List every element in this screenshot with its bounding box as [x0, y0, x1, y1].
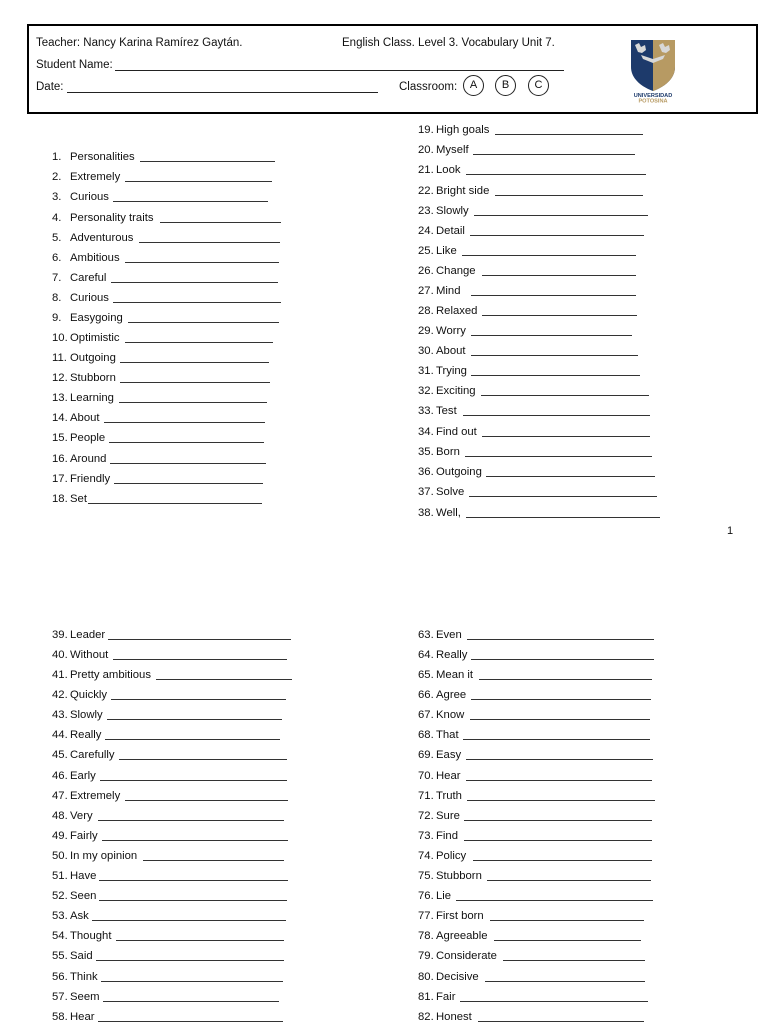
- item-number: 66.: [418, 689, 434, 701]
- item-number: 80.: [418, 971, 434, 983]
- answer-blank[interactable]: [156, 679, 292, 680]
- answer-blank[interactable]: [479, 679, 652, 680]
- item-word: Really: [436, 649, 468, 661]
- item-number: 78.: [418, 930, 434, 942]
- answer-blank[interactable]: [99, 900, 287, 901]
- item-word: Careful: [70, 272, 107, 284]
- answer-blank[interactable]: [125, 800, 288, 801]
- item-number: 22.: [418, 185, 434, 197]
- answer-blank[interactable]: [466, 759, 653, 760]
- item-word: Exciting: [436, 385, 476, 397]
- item-word: Think: [70, 971, 98, 983]
- classroom-option-c[interactable]: C: [528, 75, 549, 96]
- item-word: Find: [436, 830, 458, 842]
- item-word: Easygoing: [70, 312, 123, 324]
- item-number: 68.: [418, 729, 434, 741]
- item-word: Ambitious: [70, 252, 120, 264]
- item-word: Policy: [436, 850, 467, 862]
- item-number: 82.: [418, 1011, 434, 1023]
- item-number: 26.: [418, 265, 434, 277]
- answer-blank[interactable]: [465, 456, 652, 457]
- item-word: Adventurous: [70, 232, 134, 244]
- answer-blank[interactable]: [103, 1001, 279, 1002]
- answer-blank[interactable]: [125, 262, 279, 263]
- item-word: Relaxed: [436, 305, 478, 317]
- item-number: 63.: [418, 629, 434, 641]
- item-word: Sure: [436, 810, 460, 822]
- answer-blank[interactable]: [107, 719, 282, 720]
- answer-blank[interactable]: [469, 496, 657, 497]
- answer-blank[interactable]: [482, 436, 650, 437]
- answer-blank[interactable]: [495, 134, 643, 135]
- item-word: Thought: [70, 930, 112, 942]
- item-word: Around: [70, 453, 107, 465]
- item-number: 39.: [52, 629, 68, 641]
- item-word: About: [436, 345, 466, 357]
- answer-blank[interactable]: [140, 161, 275, 162]
- item-number: 81.: [418, 991, 434, 1003]
- answer-blank[interactable]: [119, 402, 267, 403]
- answer-blank[interactable]: [471, 659, 654, 660]
- item-number: 47.: [52, 790, 68, 802]
- answer-blank[interactable]: [486, 476, 655, 477]
- item-word: Agreeable: [436, 930, 488, 942]
- item-number: 38.: [418, 507, 434, 519]
- item-number: 23.: [418, 205, 434, 217]
- answer-blank[interactable]: [471, 699, 651, 700]
- item-number: 15.: [52, 432, 68, 444]
- item-number: 71.: [418, 790, 434, 802]
- item-word: People: [70, 432, 106, 444]
- university-crest-logo: [626, 37, 680, 103]
- item-number: 42.: [52, 689, 68, 701]
- item-number: 5.: [52, 232, 62, 244]
- answer-blank[interactable]: [101, 981, 283, 982]
- student-name-line[interactable]: [115, 70, 564, 71]
- answer-blank[interactable]: [466, 517, 660, 518]
- answer-blank[interactable]: [464, 840, 652, 841]
- item-number: 28.: [418, 305, 434, 317]
- answer-blank[interactable]: [487, 880, 651, 881]
- answer-blank[interactable]: [110, 463, 266, 464]
- item-number: 41.: [52, 669, 68, 681]
- answer-blank[interactable]: [460, 1001, 648, 1002]
- item-word: Pretty ambitious: [70, 669, 151, 681]
- answer-blank[interactable]: [111, 282, 278, 283]
- item-number: 67.: [418, 709, 434, 721]
- item-word: Trying: [436, 365, 467, 377]
- item-number: 11.: [52, 352, 67, 364]
- answer-blank[interactable]: [482, 275, 636, 276]
- answer-blank[interactable]: [98, 820, 284, 821]
- item-word: That: [436, 729, 459, 741]
- item-number: 77.: [418, 910, 434, 922]
- item-word: In my opinion: [70, 850, 138, 862]
- answer-blank[interactable]: [470, 719, 650, 720]
- answer-blank[interactable]: [462, 255, 636, 256]
- answer-blank[interactable]: [113, 302, 281, 303]
- item-number: 10.: [52, 332, 68, 344]
- item-word: Said: [70, 950, 93, 962]
- answer-blank[interactable]: [109, 442, 264, 443]
- item-number: 69.: [418, 749, 434, 761]
- answer-blank[interactable]: [116, 940, 284, 941]
- item-number: 43.: [52, 709, 68, 721]
- item-number: 13.: [52, 392, 68, 404]
- item-word: Extremely: [70, 171, 121, 183]
- item-word: Honest: [436, 1011, 472, 1023]
- answer-blank[interactable]: [470, 235, 644, 236]
- item-word: Easy: [436, 749, 462, 761]
- item-word: Outgoing: [70, 352, 116, 364]
- item-word: Mean it: [436, 669, 474, 681]
- item-number: 64.: [418, 649, 434, 661]
- item-word: Fair: [436, 991, 456, 1003]
- item-word: Really: [70, 729, 102, 741]
- item-word: Born: [436, 446, 460, 458]
- item-word: Change: [436, 265, 476, 277]
- item-number: 31.: [418, 365, 434, 377]
- item-word: Have: [70, 870, 97, 882]
- answer-blank[interactable]: [104, 422, 265, 423]
- item-word: Very: [70, 810, 93, 822]
- item-number: 35.: [418, 446, 434, 458]
- item-word: Lie: [436, 890, 452, 902]
- item-word: Find out: [436, 426, 477, 438]
- item-number: 29.: [418, 325, 434, 337]
- item-number: 58.: [52, 1011, 68, 1023]
- answer-blank[interactable]: [464, 820, 652, 821]
- item-word: Solve: [436, 486, 465, 498]
- answer-blank[interactable]: [482, 315, 637, 316]
- item-word: Early: [70, 770, 96, 782]
- answer-blank[interactable]: [98, 1021, 283, 1022]
- answer-blank[interactable]: [503, 960, 645, 961]
- answer-blank[interactable]: [99, 880, 288, 881]
- item-number: 8.: [52, 292, 62, 304]
- answer-blank[interactable]: [473, 154, 635, 155]
- item-number: 45.: [52, 749, 68, 761]
- item-number: 51.: [52, 870, 68, 882]
- item-word: Set: [70, 493, 87, 505]
- item-number: 25.: [418, 245, 434, 257]
- item-number: 70.: [418, 770, 434, 782]
- answer-blank[interactable]: [471, 335, 632, 336]
- answer-blank[interactable]: [467, 800, 655, 801]
- item-word: Curious: [70, 191, 109, 203]
- answer-blank[interactable]: [125, 342, 273, 343]
- item-number: 27.: [418, 285, 434, 297]
- answer-blank[interactable]: [125, 181, 272, 182]
- answer-blank[interactable]: [100, 780, 287, 781]
- item-number: 49.: [52, 830, 68, 842]
- classroom-label: Classroom:: [399, 81, 458, 93]
- item-word: Personalities: [70, 151, 135, 163]
- item-number: 30.: [418, 345, 434, 357]
- student-name-label: Student Name:: [36, 59, 113, 71]
- item-number: 54.: [52, 930, 68, 942]
- item-word: Slowly: [70, 709, 103, 721]
- item-word: Curious: [70, 292, 109, 304]
- item-word: First born: [436, 910, 484, 922]
- answer-blank[interactable]: [474, 215, 648, 216]
- answer-blank[interactable]: [92, 920, 286, 921]
- item-word: Hear: [70, 1011, 95, 1023]
- item-number: 20.: [418, 144, 434, 156]
- answer-blank[interactable]: [114, 483, 263, 484]
- item-word: Know: [436, 709, 465, 721]
- answer-blank[interactable]: [108, 639, 291, 640]
- item-word: Friendly: [70, 473, 111, 485]
- answer-blank[interactable]: [120, 362, 269, 363]
- classroom-option-a[interactable]: A: [463, 75, 484, 96]
- item-word: Learning: [70, 392, 114, 404]
- item-number: 53.: [52, 910, 68, 922]
- item-word: Stubborn: [436, 870, 482, 882]
- answer-blank[interactable]: [467, 639, 654, 640]
- worksheet-header: [27, 24, 758, 114]
- item-number: 34.: [418, 426, 434, 438]
- item-number: 52.: [52, 890, 68, 902]
- date-label: Date:: [36, 81, 64, 93]
- item-number: 79.: [418, 950, 434, 962]
- answer-blank[interactable]: [471, 355, 638, 356]
- answer-blank[interactable]: [88, 503, 262, 504]
- item-number: 44.: [52, 729, 68, 741]
- item-word: Personality traits: [70, 212, 154, 224]
- item-word: Quickly: [70, 689, 108, 701]
- item-number: 46.: [52, 770, 68, 782]
- item-number: 55.: [52, 950, 68, 962]
- item-word: Agree: [436, 689, 467, 701]
- item-word: High goals: [436, 124, 490, 136]
- item-word: Fairly: [70, 830, 98, 842]
- item-word: Slowly: [436, 205, 469, 217]
- item-number: 17.: [52, 473, 68, 485]
- item-word: Decisive: [436, 971, 479, 983]
- logo-text-potosina: POTOSINA: [638, 98, 668, 103]
- answer-blank[interactable]: [113, 659, 287, 660]
- answer-blank[interactable]: [485, 981, 645, 982]
- answer-blank[interactable]: [463, 415, 650, 416]
- item-number: 4.: [52, 212, 62, 224]
- answer-blank[interactable]: [495, 195, 643, 196]
- item-number: 24.: [418, 225, 434, 237]
- item-number: 40.: [52, 649, 68, 661]
- answer-blank[interactable]: [119, 759, 287, 760]
- item-number: 50.: [52, 850, 68, 862]
- item-word: Without: [70, 649, 109, 661]
- item-word: Extremely: [70, 790, 121, 802]
- item-word: Detail: [436, 225, 465, 237]
- date-line[interactable]: [67, 92, 378, 93]
- item-number: 32.: [418, 385, 434, 397]
- item-word: Leader: [70, 629, 106, 641]
- answer-blank[interactable]: [471, 295, 636, 296]
- answer-blank[interactable]: [105, 739, 280, 740]
- item-number: 74.: [418, 850, 434, 862]
- item-word: Worry: [436, 325, 466, 337]
- answer-blank[interactable]: [120, 382, 270, 383]
- answer-blank[interactable]: [466, 780, 652, 781]
- item-number: 9.: [52, 312, 62, 324]
- answer-blank[interactable]: [111, 699, 286, 700]
- item-number: 19.: [418, 124, 434, 136]
- item-number: 12.: [52, 372, 68, 384]
- answer-blank[interactable]: [466, 174, 646, 175]
- item-number: 75.: [418, 870, 434, 882]
- item-number: 2.: [52, 171, 62, 183]
- item-number: 76.: [418, 890, 434, 902]
- item-number: 18.: [52, 493, 68, 505]
- classroom-option-b[interactable]: B: [495, 75, 516, 96]
- item-number: 6.: [52, 252, 62, 264]
- item-number: 7.: [52, 272, 62, 284]
- answer-blank[interactable]: [478, 1021, 644, 1022]
- answer-blank[interactable]: [473, 860, 652, 861]
- item-number: 56.: [52, 971, 68, 983]
- item-word: Like: [436, 245, 457, 257]
- item-number: 16.: [52, 453, 68, 465]
- item-word: Outgoing: [436, 466, 482, 478]
- item-number: 73.: [418, 830, 434, 842]
- item-word: About: [70, 412, 100, 424]
- item-word: Test: [436, 405, 457, 417]
- answer-blank[interactable]: [139, 242, 280, 243]
- class-info: English Class. Level 3. Vocabulary Unit 7.: [342, 37, 555, 49]
- item-word: Optimistic: [70, 332, 120, 344]
- item-word: Hear: [436, 770, 461, 782]
- answer-blank[interactable]: [113, 201, 268, 202]
- answer-blank[interactable]: [96, 960, 284, 961]
- item-word: Ask: [70, 910, 89, 922]
- answer-blank[interactable]: [471, 375, 640, 376]
- item-number: 65.: [418, 669, 434, 681]
- teacher-name: Teacher: Nancy Karina Ramírez Gaytán.: [36, 37, 243, 49]
- item-word: Look: [436, 164, 461, 176]
- item-number: 33.: [418, 405, 434, 417]
- item-word: Well,: [436, 507, 461, 519]
- item-word: Bright side: [436, 185, 490, 197]
- item-number: 1.: [52, 151, 62, 163]
- item-number: 37.: [418, 486, 434, 498]
- item-number: 48.: [52, 810, 68, 822]
- answer-blank[interactable]: [160, 222, 281, 223]
- answer-blank[interactable]: [481, 395, 649, 396]
- item-word: Seem: [70, 991, 100, 1003]
- answer-blank[interactable]: [102, 840, 288, 841]
- item-number: 57.: [52, 991, 68, 1003]
- answer-blank[interactable]: [494, 940, 641, 941]
- item-word: Considerate: [436, 950, 497, 962]
- logo-text-universidad: UNIVERSIDAD: [633, 93, 673, 99]
- item-word: Myself: [436, 144, 469, 156]
- answer-blank[interactable]: [463, 739, 650, 740]
- item-number: 36.: [418, 466, 434, 478]
- page-number: 1: [727, 525, 734, 537]
- item-word: Even: [436, 629, 462, 641]
- answer-blank[interactable]: [456, 900, 653, 901]
- item-number: 3.: [52, 191, 62, 203]
- answer-blank[interactable]: [143, 860, 284, 861]
- item-word: Truth: [436, 790, 462, 802]
- answer-blank[interactable]: [128, 322, 279, 323]
- item-word: Seen: [70, 890, 97, 902]
- item-number: 21.: [418, 164, 434, 176]
- item-word: Stubborn: [70, 372, 116, 384]
- item-number: 72.: [418, 810, 434, 822]
- item-number: 14.: [52, 412, 68, 424]
- item-word: Carefully: [70, 749, 115, 761]
- item-word: Mind: [436, 285, 461, 297]
- answer-blank[interactable]: [490, 920, 644, 921]
